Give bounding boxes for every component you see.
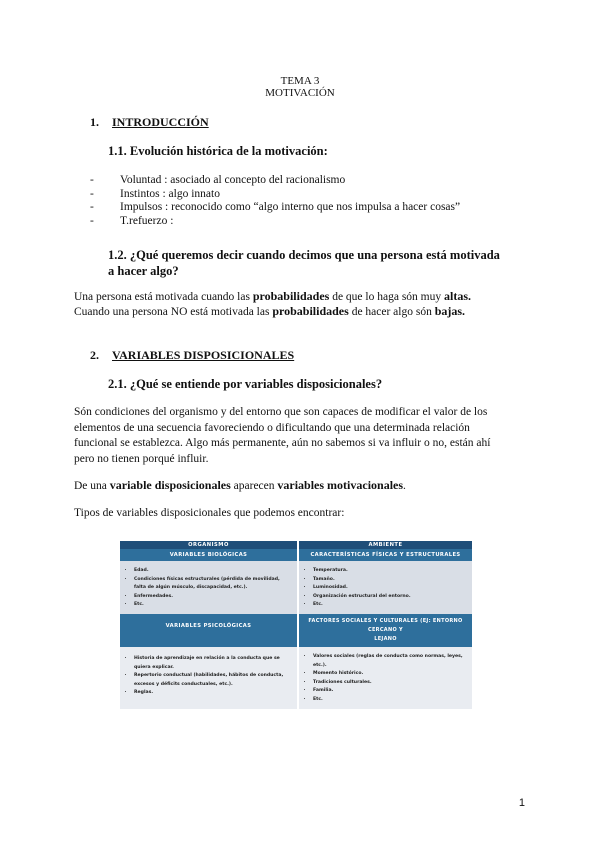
- table-cell-biologicas: [120, 561, 298, 614]
- table-subheader-psicologicas: VARIABLES PSICOLÓGICAS: [120, 614, 298, 647]
- list-item: - Voluntad : asociado al concepto del racionalismo: [90, 174, 346, 186]
- subsection-2-1-title: ¿Qué se entiende por variables disposicionales?: [129, 377, 383, 391]
- table-cell-psicologicas: [120, 647, 298, 709]
- subsection-1-1-heading: [108, 143, 328, 159]
- list-item: • Condiciones físicas estructurales (pérdida de movilidad, falta de algún músculo, discapacidad, etc.).: [134, 576, 293, 593]
- subsection-2-1-number: 2.1.: [108, 377, 127, 391]
- list-item: - T.refuerzo :: [90, 214, 174, 227]
- list-item: • Enfermedades.: [134, 593, 293, 602]
- section-2-title: VARIABLES DISPOSICIONALES: [112, 348, 295, 362]
- paragraph-variables: De una variable disposicionales aparecen variables motivacionales.: [74, 478, 406, 492]
- list-item: • Historia de aprendizaje en relación a la conducta que se quiera explicar.: [134, 655, 293, 672]
- subsection-1-2-heading: [108, 247, 500, 279]
- list-item: - Impulsos : reconocido como “algo interno que nos impulsa a hacer cosas”: [90, 201, 461, 213]
- variables-table: [120, 541, 472, 709]
- list-item: • Tamaño.: [313, 576, 468, 585]
- list-item: - Instintos : algo innato: [90, 187, 220, 200]
- subsection-1-2-title-line1: ¿Qué queremos decir cuando decimos que una persona está motivada: [129, 248, 500, 262]
- doc-tema: TEMA 3: [280, 75, 320, 87]
- subsection-2-1-heading: [108, 376, 382, 392]
- list-item: • Organización estructural del entorno.: [313, 593, 468, 602]
- paragraph-motivated: Una persona está motivada cuando las probabilidades de que lo haga són muy altas.: [74, 289, 471, 303]
- section-1-number: 1.: [90, 115, 99, 129]
- list-item: • Etc.: [134, 601, 293, 610]
- table-header-ambiente: AMBIENTE: [298, 541, 472, 549]
- table-subheader-fisicas: CARACTERÍSTICAS FÍSICAS Y ESTRUCTURALES: [298, 549, 472, 561]
- section-1-title: INTRODUCCIÓN: [112, 115, 209, 129]
- table-cell-fisicas: [298, 561, 472, 614]
- list-item: • Reglas.: [134, 689, 293, 698]
- table-cell-sociales: [298, 647, 472, 709]
- bullet-list: [90, 174, 460, 228]
- list-item: • Valores sociales (reglas de conducta como normas, leyes, etc.).: [313, 653, 468, 670]
- section-2-heading: [90, 348, 294, 363]
- section-1-heading: [90, 115, 209, 130]
- list-item: • Edad.: [134, 567, 293, 576]
- list-item: • Etc.: [313, 696, 468, 705]
- doc-title: MOTIVACIÓN: [265, 87, 335, 99]
- list-item: • Tradiciones culturales.: [313, 679, 468, 688]
- list-item: • Familia.: [313, 687, 468, 696]
- subsection-1-2-title-line2: a hacer algo?: [108, 264, 179, 278]
- table-subheader-biologicas: VARIABLES BIOLÓGICAS: [120, 549, 298, 561]
- list-item: • Temperatura.: [313, 567, 468, 576]
- list-item: • Repertorio conductual (habilidades, hábitos de conducta, excesos y déficits conductuales, etc.).: [134, 672, 293, 689]
- subsection-1-1-number: 1.1.: [108, 144, 127, 158]
- list-item: • Etc.: [313, 601, 468, 610]
- page-number: 1: [518, 797, 525, 809]
- paragraph-definition: Són condiciones del organismo y del entorno que son capaces de modificar el valor de los elementos de una secuencia favoreciendo o dificultando que una determinada relación funcional se establezca. Algo más permanente, aún no sabemos si va influir o no, están ahí pero no tienen porqué influir.: [74, 406, 491, 465]
- paragraph-types-intro: Tipos de variables disposicionales que podemos encontrar:: [74, 507, 345, 519]
- list-item: • Luminosidad.: [313, 584, 468, 593]
- table-subheader-sociales: FACTORES SOCIALES Y CULTURALES (EJ: ENTORNO CERCANO Y LEJANO: [298, 614, 472, 647]
- list-item: • Momento histórico.: [313, 670, 468, 679]
- subsection-1-1-title: Evolución histórica de la motivación:: [129, 144, 328, 158]
- table-header-organismo: ORGANISMO: [120, 541, 298, 549]
- paragraph-not-motivated: Cuando una persona NO está motivada las probabilidades de hacer algo són bajas.: [74, 304, 466, 318]
- section-2-number: 2.: [90, 348, 99, 362]
- subsection-1-2-number: 1.2.: [108, 248, 127, 262]
